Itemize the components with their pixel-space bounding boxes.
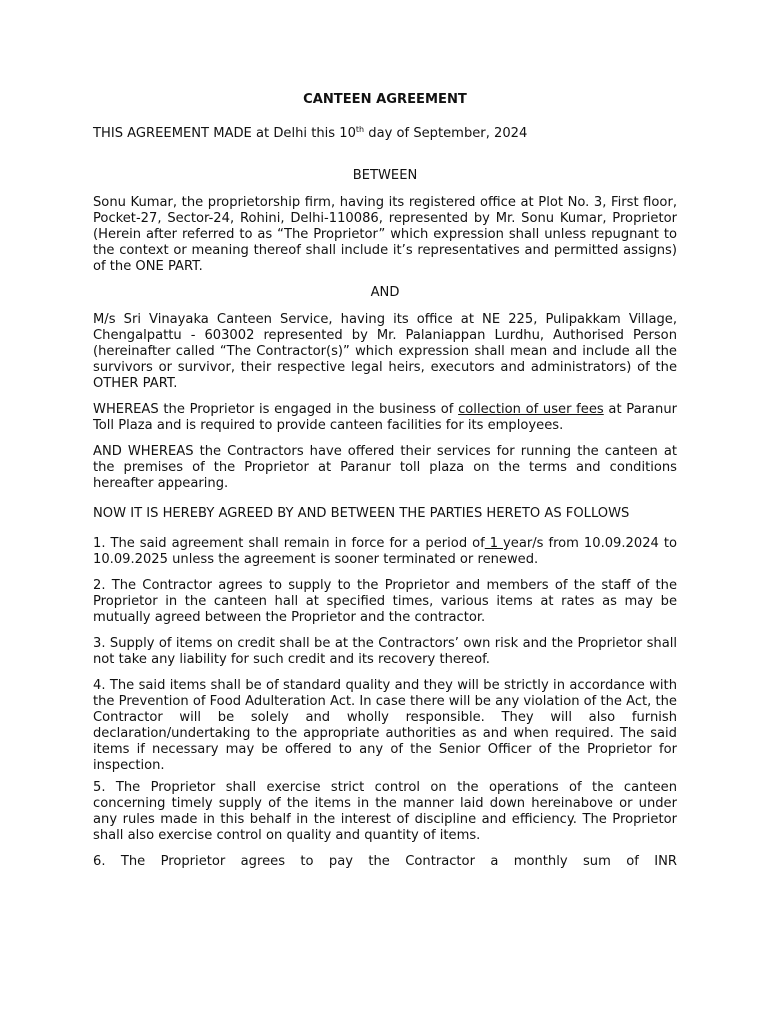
whereas-paragraph [93,402,677,434]
whereas-underlined: collection of user fees [458,402,604,417]
clause-1-text-end: year/s from 10.09.2024 to 10.09.2025 unless the agreement is sooner terminated or renewed. [93,536,677,567]
clause-2: 2. The Contractor agrees to supply to the Proprietor and members of the staff of the Proprietor in the canteen hall at specified times, various items at rates as may be mutually agreed between the Proprietor and the contractor. [93,578,677,625]
document-body [93,92,677,870]
intro-superscript: th [355,125,365,134]
and-heading: AND [370,285,400,300]
between-heading: BETWEEN [352,168,418,183]
party-one-paragraph: Sonu Kumar, the proprietorship firm, having its registered office at Plot No. 3, First floor, Pocket-27, Sector-24, Rohini, Delhi-110086, represented by Mr. Sonu Kumar, Proprietor (Herein after referred to as “The Proprietor” which expression shall unless repugnant to the context or meaning thereof shall include it’s representatives and permitted assigns) of the ONE PART. [93,195,677,274]
intro-line [93,126,677,142]
intro-text: THIS AGREEMENT MADE at Delhi this 10 [93,126,356,141]
clause-6: 6. The Proprietor agrees to pay the Contractor a monthly sum of INR [93,854,677,869]
now-agreed-paragraph: NOW IT IS HEREBY AGREED BY AND BETWEEN THE PARTIES HERETO AS FOLLOWS [93,506,630,521]
clause-3: 3. Supply of items on credit shall be at the Contractors’ own risk and the Proprietor shall not take any liability for such credit and its recovery thereof. [93,636,677,667]
clause-4: 4. The said items shall be of standard quality and they will be strictly in accordance with the Prevention of Food Adulteration Act. In case there will be any violation of the Act, the Contractor will be solely and wholly responsible. They will also furnish declaration/undertaking to the appropriate authorities as and when required. The said items if necessary may be offered to any of the Senior Officer of the Proprietor for inspection. [93,678,677,773]
clause-1-text: 1. The said agreement shall remain in force for a period of [93,536,485,551]
party-two-paragraph: M/s Sri Vinayaka Canteen Service, having its office at NE 225, Pulipakkam Village, Chengalpattu - 603002 represented by Mr. Palaniappan Lurdhu, Authorised Person (hereinafter called “The Contractor(s)” which expression shall mean and include all the survivors or survivor, their respective legal heirs, executors and administrators) of the OTHER PART. [93,312,677,391]
intro-text-end: day of September, 2024 [364,126,528,141]
and-whereas-paragraph: AND WHEREAS the Contractors have offered their services for running the canteen at the premises of the Proprietor at Paranur toll plaza on the terms and conditions hereafter appearing. [93,444,677,491]
clause-5: 5. The Proprietor shall exercise strict control on the operations of the canteen concerning timely supply of the items in the manner laid down hereinabove or under any rules made in this behalf in the interest of discipline and efficiency. The Proprietor shall also exercise control on quality and quantity of items. [93,780,677,843]
document-title: CANTEEN AGREEMENT [303,92,467,107]
whereas-text-end: at Paranur Toll Plaza and is required to provide canteen facilities for its employees. [93,402,678,433]
clause-1 [93,536,677,568]
clause-1-period: 1 [484,536,504,551]
whereas-text: WHEREAS the Proprietor is engaged in the business of [93,402,459,417]
